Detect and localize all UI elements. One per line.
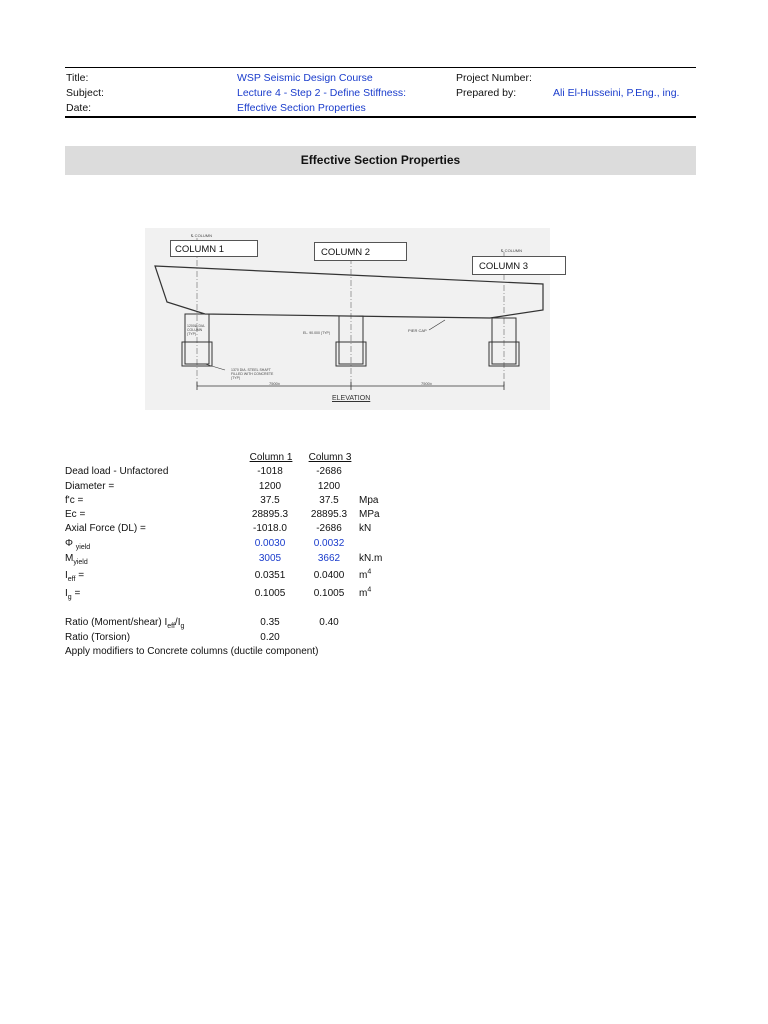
phi-yield-c1: 0.0030: [254, 538, 286, 549]
fc-c3: 37.5: [319, 495, 339, 506]
dead-load-label: Dead load - Unfactored: [65, 466, 169, 477]
column-2-label: COLUMN 2: [321, 247, 371, 258]
column-3-header: Column 3: [308, 452, 352, 463]
column-1-label-box: [170, 240, 258, 257]
i-eff-unit: $m^4$: [359, 568, 372, 581]
header-prepared-by-label: Prepared by:: [456, 87, 517, 99]
axial-c1: -1018.0: [253, 523, 287, 534]
centerline-label-1: ℄ COLUMN: [191, 233, 213, 238]
ratio-moment-c1: 0.35: [260, 617, 280, 628]
column-1-header: Column 1: [249, 452, 293, 463]
header-title-label: Title:: [66, 72, 89, 84]
axial-label: Axial Force (DL) =: [65, 523, 146, 534]
header-project-number-label: Project Number:: [456, 72, 532, 84]
column-3-label-box: [472, 256, 566, 275]
fc-unit: Mpa: [359, 495, 379, 506]
elevation-note: EL. 90.000 (TYP): [303, 331, 331, 335]
centerline-label-3: ℄ COLUMN: [501, 248, 523, 253]
ec-c1: 28895.3: [251, 509, 289, 520]
column-1-label: COLUMN 1: [175, 244, 225, 255]
fc-label: f'c =: [65, 495, 84, 506]
header-title-value: WSP Seismic Design Course: [237, 72, 373, 84]
phi-yield-label: Φ $_{yield}$: [65, 538, 91, 551]
column-note: 1200Ø DIA. COLUMN (TYP): [187, 324, 206, 336]
m-yield-c3: 3662: [317, 553, 341, 564]
i-g-label: $I_g$ =: [65, 588, 81, 601]
column-2-label-box: [314, 242, 407, 261]
axial-c3: -2686: [316, 523, 342, 534]
pier-cap-label: PIER CAP: [408, 328, 427, 333]
ec-c3: 28895.3: [310, 509, 348, 520]
header-bottom-rule: [65, 116, 696, 118]
phi-yield-c3: 0.0032: [313, 538, 345, 549]
header-prepared-by-value: Ali El-Husseini, P.Eng., ing.: [553, 87, 680, 99]
header-subject-value: Lecture 4 - Step 2 - Define Stiffness:: [237, 87, 407, 99]
shaft-note: 1370 DIA. STEEL SHAFT FILLED WITH CONCRETE (TYP): [231, 368, 274, 380]
header-date-label: Date:: [66, 102, 92, 114]
elevation-drawing: [145, 228, 550, 410]
header-subject-label: Subject:: [66, 87, 104, 99]
dimension-right: 7500±: [421, 381, 433, 386]
dimension-left: 7500±: [269, 381, 281, 386]
m-yield-unit: kN.m: [359, 553, 383, 564]
header-top-rule: [65, 67, 696, 68]
i-eff-c3: 0.0400: [313, 570, 345, 581]
header-subject-value-2: Effective Section Properties: [237, 102, 366, 114]
diameter-c1: 1200: [258, 481, 282, 492]
ratio-moment-c3: 0.40: [319, 617, 339, 628]
ratio-moment-label: Ratio (Moment/shear) $I_{eff}/I_g$: [65, 617, 185, 630]
dead-load-c3: -2686: [316, 466, 342, 477]
axial-unit: kN: [359, 523, 372, 534]
ec-unit: MPa: [359, 509, 380, 520]
column-3-label: COLUMN 3: [479, 261, 529, 272]
m-yield-label: $M_{yield}$: [65, 553, 88, 566]
dead-load-c1: -1018: [257, 466, 283, 477]
fc-c1: 37.5: [260, 495, 280, 506]
m-yield-c1: 3005: [258, 553, 282, 564]
elevation-caption: ELEVATION: [332, 395, 371, 402]
i-eff-label: $I_{eff}$ =: [65, 570, 85, 583]
ratio-torsion-c1: 0.20: [260, 632, 280, 643]
i-g-c1: 0.1005: [254, 588, 286, 599]
diameter-c3: 1200: [317, 481, 341, 492]
modifier-note: Apply modifiers to Concrete columns (ductile component): [65, 646, 319, 657]
ratio-torsion-label: Ratio (Torsion): [65, 632, 131, 643]
i-g-c3: 0.1005: [313, 588, 345, 599]
ec-label: Ec =: [65, 509, 86, 520]
section-banner: Effective Section Properties: [65, 146, 696, 175]
i-g-unit: $m^4$: [359, 586, 372, 599]
diameter-label: Diameter =: [65, 481, 115, 492]
i-eff-c1: 0.0351: [254, 570, 286, 581]
